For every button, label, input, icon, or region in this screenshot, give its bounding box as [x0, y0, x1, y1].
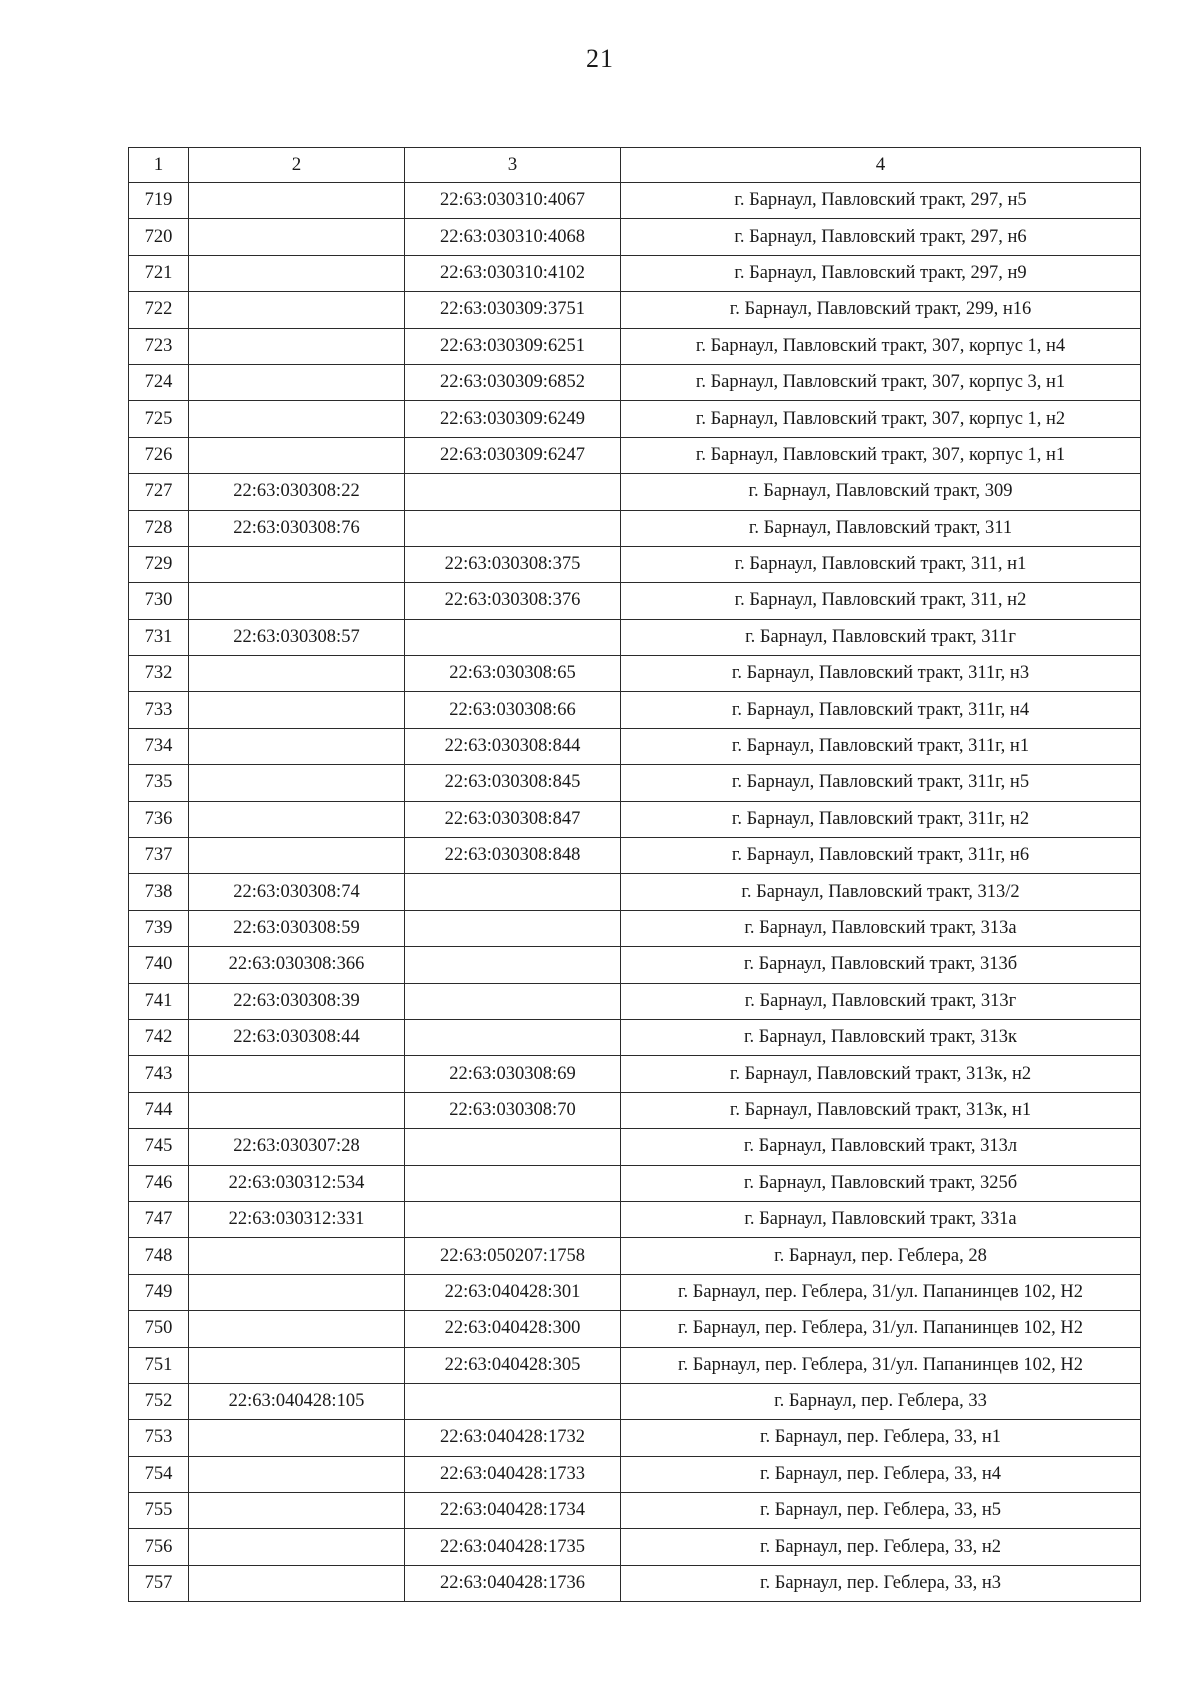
- building-number-cell: 22:63:040428:1732: [405, 1420, 621, 1456]
- building-number-cell: 22:63:030310:4068: [405, 219, 621, 255]
- table-row: [129, 255, 1141, 291]
- land-plot-number-cell: [189, 183, 405, 219]
- address-cell: г. Барнаул, Павловский тракт, 313/2: [621, 874, 1141, 910]
- row-number-cell: 725: [129, 401, 189, 437]
- building-number-cell: 22:63:030310:4102: [405, 255, 621, 291]
- land-plot-number-cell: [189, 656, 405, 692]
- address-cell: г. Барнаул, Павловский тракт, 311г: [621, 619, 1141, 655]
- address-cell: г. Барнаул, Павловский тракт, 311г, н2: [621, 801, 1141, 837]
- table-row: [129, 765, 1141, 801]
- row-number-cell: 744: [129, 1092, 189, 1128]
- address-cell: г. Барнаул, Павловский тракт, 311г, н5: [621, 765, 1141, 801]
- row-number-cell: 735: [129, 765, 189, 801]
- land-plot-number-cell: [189, 1056, 405, 1092]
- land-plot-number-cell: [189, 692, 405, 728]
- building-number-cell: [405, 874, 621, 910]
- table-row: [129, 1311, 1141, 1347]
- building-number-cell: 22:63:030308:69: [405, 1056, 621, 1092]
- land-plot-number-cell: [189, 1311, 405, 1347]
- address-cell: г. Барнаул, пер. Геблера, 28: [621, 1238, 1141, 1274]
- land-plot-number-cell: [189, 364, 405, 400]
- building-number-cell: [405, 510, 621, 546]
- row-number-cell: 741: [129, 983, 189, 1019]
- land-plot-number-cell: [189, 801, 405, 837]
- table-row: [129, 728, 1141, 764]
- table-row: [129, 801, 1141, 837]
- building-number-cell: [405, 1201, 621, 1237]
- row-number-cell: 726: [129, 437, 189, 473]
- row-number-cell: 755: [129, 1493, 189, 1529]
- building-number-cell: [405, 1165, 621, 1201]
- table-row: [129, 1201, 1141, 1237]
- row-number-cell: 733: [129, 692, 189, 728]
- address-cell: г. Барнаул, Павловский тракт, 311г, н1: [621, 728, 1141, 764]
- land-plot-number-cell: [189, 219, 405, 255]
- address-cell: г. Барнаул, пер. Геблера, 31/ул. Папанинцев 102, Н2: [621, 1311, 1141, 1347]
- building-number-cell: 22:63:050207:1758: [405, 1238, 621, 1274]
- address-cell: г. Барнаул, Павловский тракт, 325б: [621, 1165, 1141, 1201]
- address-cell: г. Барнаул, Павловский тракт, 307, корпус 1, н4: [621, 328, 1141, 364]
- row-number-cell: 720: [129, 219, 189, 255]
- address-cell: г. Барнаул, Павловский тракт, 313к: [621, 1019, 1141, 1055]
- table-row: [129, 838, 1141, 874]
- column-header-1: 1: [129, 148, 189, 183]
- address-cell: г. Барнаул, Павловский тракт, 311: [621, 510, 1141, 546]
- table-row: [129, 510, 1141, 546]
- land-plot-number-cell: [189, 1529, 405, 1565]
- row-number-cell: 751: [129, 1347, 189, 1383]
- address-cell: г. Барнаул, Павловский тракт, 299, н16: [621, 292, 1141, 328]
- table-row: [129, 1238, 1141, 1274]
- land-plot-number-cell: [189, 728, 405, 764]
- land-plot-number-cell: [189, 583, 405, 619]
- table-row: [129, 328, 1141, 364]
- building-number-cell: 22:63:040428:1735: [405, 1529, 621, 1565]
- row-number-cell: 719: [129, 183, 189, 219]
- address-cell: г. Барнаул, Павловский тракт, 311г, н3: [621, 656, 1141, 692]
- row-number-cell: 731: [129, 619, 189, 655]
- building-number-cell: 22:63:030308:70: [405, 1092, 621, 1128]
- column-header-4: 4: [621, 148, 1141, 183]
- row-number-cell: 740: [129, 947, 189, 983]
- table-row: [129, 546, 1141, 582]
- row-number-cell: 739: [129, 910, 189, 946]
- address-cell: г. Барнаул, Павловский тракт, 311г, н6: [621, 838, 1141, 874]
- building-number-cell: 22:63:030308:844: [405, 728, 621, 764]
- row-number-cell: 752: [129, 1383, 189, 1419]
- table-row: [129, 947, 1141, 983]
- table-row: [129, 619, 1141, 655]
- land-plot-number-cell: [189, 1565, 405, 1601]
- table-row: [129, 1529, 1141, 1565]
- table-row: [129, 1347, 1141, 1383]
- land-plot-number-cell: 22:63:030308:39: [189, 983, 405, 1019]
- row-number-cell: 745: [129, 1129, 189, 1165]
- row-number-cell: 727: [129, 474, 189, 510]
- land-plot-number-cell: [189, 1493, 405, 1529]
- table-row: [129, 1565, 1141, 1601]
- table-row: [129, 910, 1141, 946]
- table-row: [129, 292, 1141, 328]
- building-number-cell: [405, 1019, 621, 1055]
- building-number-cell: 22:63:030309:6251: [405, 328, 621, 364]
- row-number-cell: 730: [129, 583, 189, 619]
- table-row: [129, 364, 1141, 400]
- row-number-cell: 743: [129, 1056, 189, 1092]
- row-number-cell: 754: [129, 1456, 189, 1492]
- row-number-cell: 724: [129, 364, 189, 400]
- address-cell: г. Барнаул, пер. Геблера, 33, н2: [621, 1529, 1141, 1565]
- building-number-cell: 22:63:040428:305: [405, 1347, 621, 1383]
- row-number-cell: 723: [129, 328, 189, 364]
- address-cell: г. Барнаул, Павловский тракт, 297, н5: [621, 183, 1141, 219]
- building-number-cell: 22:63:040428:301: [405, 1274, 621, 1310]
- row-number-cell: 750: [129, 1311, 189, 1347]
- table-row: [129, 583, 1141, 619]
- land-plot-number-cell: [189, 1092, 405, 1128]
- address-cell: г. Барнаул, пер. Геблера, 33, н4: [621, 1456, 1141, 1492]
- table-row: [129, 1129, 1141, 1165]
- address-cell: г. Барнаул, пер. Геблера, 31/ул. Папанинцев 102, Н2: [621, 1274, 1141, 1310]
- row-number-cell: 748: [129, 1238, 189, 1274]
- table-row: [129, 1420, 1141, 1456]
- table-row: [129, 1019, 1141, 1055]
- building-number-cell: 22:63:040428:300: [405, 1311, 621, 1347]
- building-number-cell: 22:63:030308:66: [405, 692, 621, 728]
- table-row: [129, 983, 1141, 1019]
- page-number: 21: [586, 44, 614, 73]
- registry-table: [128, 147, 1141, 1602]
- address-cell: г. Барнаул, Павловский тракт, 313б: [621, 947, 1141, 983]
- land-plot-number-cell: 22:63:030308:366: [189, 947, 405, 983]
- building-number-cell: [405, 474, 621, 510]
- building-number-cell: 22:63:030308:65: [405, 656, 621, 692]
- building-number-cell: 22:63:030309:6852: [405, 364, 621, 400]
- table-row: [129, 1092, 1141, 1128]
- building-number-cell: 22:63:030310:4067: [405, 183, 621, 219]
- land-plot-number-cell: [189, 328, 405, 364]
- land-plot-number-cell: [189, 1238, 405, 1274]
- land-plot-number-cell: [189, 838, 405, 874]
- row-number-cell: 742: [129, 1019, 189, 1055]
- building-number-cell: 22:63:030309:6249: [405, 401, 621, 437]
- land-plot-number-cell: 22:63:030308:59: [189, 910, 405, 946]
- land-plot-number-cell: [189, 546, 405, 582]
- land-plot-number-cell: [189, 765, 405, 801]
- land-plot-number-cell: [189, 1347, 405, 1383]
- table-row: [129, 401, 1141, 437]
- table-row: [129, 874, 1141, 910]
- row-number-cell: 721: [129, 255, 189, 291]
- building-number-cell: 22:63:030308:848: [405, 838, 621, 874]
- row-number-cell: 736: [129, 801, 189, 837]
- building-number-cell: [405, 947, 621, 983]
- building-number-cell: [405, 619, 621, 655]
- row-number-cell: 746: [129, 1165, 189, 1201]
- row-number-cell: 737: [129, 838, 189, 874]
- land-plot-number-cell: [189, 437, 405, 473]
- building-number-cell: 22:63:030308:845: [405, 765, 621, 801]
- row-number-cell: 747: [129, 1201, 189, 1237]
- address-cell: г. Барнаул, пер. Геблера, 33: [621, 1383, 1141, 1419]
- row-number-cell: 738: [129, 874, 189, 910]
- table-row: [129, 692, 1141, 728]
- building-number-cell: [405, 910, 621, 946]
- row-number-cell: 756: [129, 1529, 189, 1565]
- address-cell: г. Барнаул, пер. Геблера, 33, н1: [621, 1420, 1141, 1456]
- row-number-cell: 757: [129, 1565, 189, 1601]
- address-cell: г. Барнаул, пер. Геблера, 31/ул. Папанинцев 102, Н2: [621, 1347, 1141, 1383]
- table-row: [129, 437, 1141, 473]
- land-plot-number-cell: [189, 401, 405, 437]
- address-cell: г. Барнаул, Павловский тракт, 311, н1: [621, 546, 1141, 582]
- address-cell: г. Барнаул, Павловский тракт, 307, корпус 1, н2: [621, 401, 1141, 437]
- row-number-cell: 732: [129, 656, 189, 692]
- row-number-cell: 729: [129, 546, 189, 582]
- table-row: [129, 1274, 1141, 1310]
- land-plot-number-cell: 22:63:030308:44: [189, 1019, 405, 1055]
- land-plot-number-cell: [189, 255, 405, 291]
- table-row: [129, 474, 1141, 510]
- building-number-cell: [405, 1383, 621, 1419]
- land-plot-number-cell: 22:63:030308:76: [189, 510, 405, 546]
- table-row: [129, 1165, 1141, 1201]
- address-cell: г. Барнаул, Павловский тракт, 313к, н2: [621, 1056, 1141, 1092]
- land-plot-number-cell: 22:63:030312:534: [189, 1165, 405, 1201]
- address-cell: г. Барнаул, Павловский тракт, 297, н6: [621, 219, 1141, 255]
- table-body: [129, 183, 1141, 1602]
- building-number-cell: [405, 983, 621, 1019]
- building-number-cell: 22:63:040428:1734: [405, 1493, 621, 1529]
- row-number-cell: 734: [129, 728, 189, 764]
- land-plot-number-cell: 22:63:030307:28: [189, 1129, 405, 1165]
- address-cell: г. Барнаул, пер. Геблера, 33, н3: [621, 1565, 1141, 1601]
- table-row: [129, 1456, 1141, 1492]
- land-plot-number-cell: 22:63:030308:74: [189, 874, 405, 910]
- address-cell: г. Барнаул, Павловский тракт, 331а: [621, 1201, 1141, 1237]
- row-number-cell: 753: [129, 1420, 189, 1456]
- row-number-cell: 722: [129, 292, 189, 328]
- table-row: [129, 1493, 1141, 1529]
- building-number-cell: 22:63:030309:3751: [405, 292, 621, 328]
- land-plot-number-cell: [189, 1274, 405, 1310]
- column-header-2: 2: [189, 148, 405, 183]
- address-cell: г. Барнаул, Павловский тракт, 297, н9: [621, 255, 1141, 291]
- building-number-cell: 22:63:030308:847: [405, 801, 621, 837]
- address-cell: г. Барнаул, Павловский тракт, 313а: [621, 910, 1141, 946]
- building-number-cell: 22:63:030308:376: [405, 583, 621, 619]
- address-cell: г. Барнаул, Павловский тракт, 313к, н1: [621, 1092, 1141, 1128]
- address-cell: г. Барнаул, пер. Геблера, 33, н5: [621, 1493, 1141, 1529]
- address-cell: г. Барнаул, Павловский тракт, 311г, н4: [621, 692, 1141, 728]
- address-cell: г. Барнаул, Павловский тракт, 309: [621, 474, 1141, 510]
- address-cell: г. Барнаул, Павловский тракт, 311, н2: [621, 583, 1141, 619]
- column-header-3: 3: [405, 148, 621, 183]
- address-cell: г. Барнаул, Павловский тракт, 307, корпус 3, н1: [621, 364, 1141, 400]
- table-row: [129, 1383, 1141, 1419]
- land-plot-number-cell: 22:63:030312:331: [189, 1201, 405, 1237]
- address-cell: г. Барнаул, Павловский тракт, 313л: [621, 1129, 1141, 1165]
- table-header-row: [129, 148, 1141, 183]
- address-cell: г. Барнаул, Павловский тракт, 313г: [621, 983, 1141, 1019]
- land-plot-number-cell: 22:63:040428:105: [189, 1383, 405, 1419]
- land-plot-number-cell: 22:63:030308:57: [189, 619, 405, 655]
- land-plot-number-cell: [189, 1456, 405, 1492]
- land-plot-number-cell: [189, 292, 405, 328]
- table-row: [129, 183, 1141, 219]
- row-number-cell: 749: [129, 1274, 189, 1310]
- building-number-cell: 22:63:030308:375: [405, 546, 621, 582]
- table-row: [129, 1056, 1141, 1092]
- building-number-cell: 22:63:040428:1733: [405, 1456, 621, 1492]
- building-number-cell: 22:63:030309:6247: [405, 437, 621, 473]
- building-number-cell: 22:63:040428:1736: [405, 1565, 621, 1601]
- land-plot-number-cell: 22:63:030308:22: [189, 474, 405, 510]
- table-row: [129, 656, 1141, 692]
- row-number-cell: 728: [129, 510, 189, 546]
- land-plot-number-cell: [189, 1420, 405, 1456]
- building-number-cell: [405, 1129, 621, 1165]
- address-cell: г. Барнаул, Павловский тракт, 307, корпус 1, н1: [621, 437, 1141, 473]
- table-row: [129, 219, 1141, 255]
